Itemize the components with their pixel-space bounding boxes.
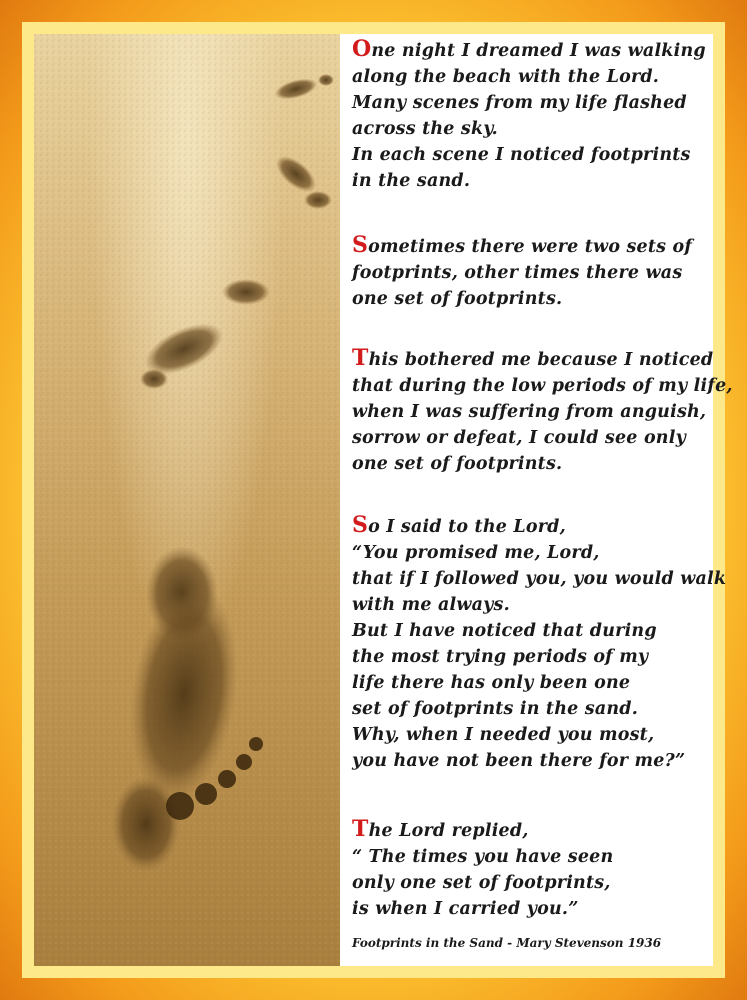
- poem-line: In each scene I noticed footprints: [352, 145, 691, 165]
- poem-line: footprints, other times there was: [352, 263, 683, 283]
- poem-line: one set of footprints.: [352, 289, 563, 309]
- drop-cap: T: [352, 345, 369, 371]
- poem-line: the most trying periods of my: [352, 647, 649, 667]
- stanza-first-line: Sometimes there were two sets of: [352, 232, 693, 258]
- drop-cap: S: [352, 232, 369, 258]
- poem-line: is when I carried you.”: [352, 899, 579, 919]
- footprints-photo: [34, 34, 340, 966]
- poem-line: along the beach with the Lord.: [352, 67, 660, 87]
- stanza-3: [352, 345, 733, 477]
- poem-line: But I have noticed that during: [352, 621, 657, 641]
- poem-line: “You promised me, Lord,: [352, 543, 600, 563]
- stanza-first-line: The Lord replied,: [352, 816, 529, 842]
- poem-line: when I was suffering from anguish,: [352, 402, 707, 422]
- poem-line: only one set of footprints,: [352, 873, 611, 893]
- poem-line: across the sky.: [352, 119, 498, 139]
- poem-line: with me always.: [352, 595, 510, 615]
- stanza-1: [352, 36, 707, 194]
- stanza-2: [352, 232, 707, 312]
- poem-credit: Footprints in the Sand - Mary Stevenson 1936: [352, 936, 662, 950]
- poem-line: that during the low periods of my life,: [352, 376, 733, 396]
- stanza-first-line: One night I dreamed I was walking: [352, 36, 706, 62]
- footprints-illustration: [34, 34, 340, 966]
- poem-line: sorrow or defeat, I could see only: [352, 428, 686, 448]
- drop-cap: T: [352, 816, 369, 842]
- drop-cap: S: [352, 512, 369, 538]
- poem-line: you have not been there for me?”: [352, 751, 686, 771]
- poem-line: Many scenes from my life flashed: [352, 93, 687, 113]
- drop-cap: O: [352, 36, 372, 62]
- poem-line: Why, when I needed you most,: [352, 725, 655, 745]
- stanza-5: [352, 816, 707, 922]
- stanza-4: [352, 512, 727, 774]
- stanza-first-line: So I said to the Lord,: [352, 512, 566, 538]
- poem-text: [352, 34, 733, 966]
- poster-sheet: [34, 34, 733, 966]
- poem-line: in the sand.: [352, 171, 471, 191]
- poem-line: one set of footprints.: [352, 454, 563, 474]
- poem-line: “ The times you have seen: [352, 847, 614, 867]
- poem-line: set of footprints in the sand.: [352, 699, 639, 719]
- poem-line: life there has only been one: [352, 673, 631, 693]
- poem-line: that if I followed you, you would walk: [352, 569, 727, 589]
- stanza-first-line: This bothered me because I noticed: [352, 345, 714, 371]
